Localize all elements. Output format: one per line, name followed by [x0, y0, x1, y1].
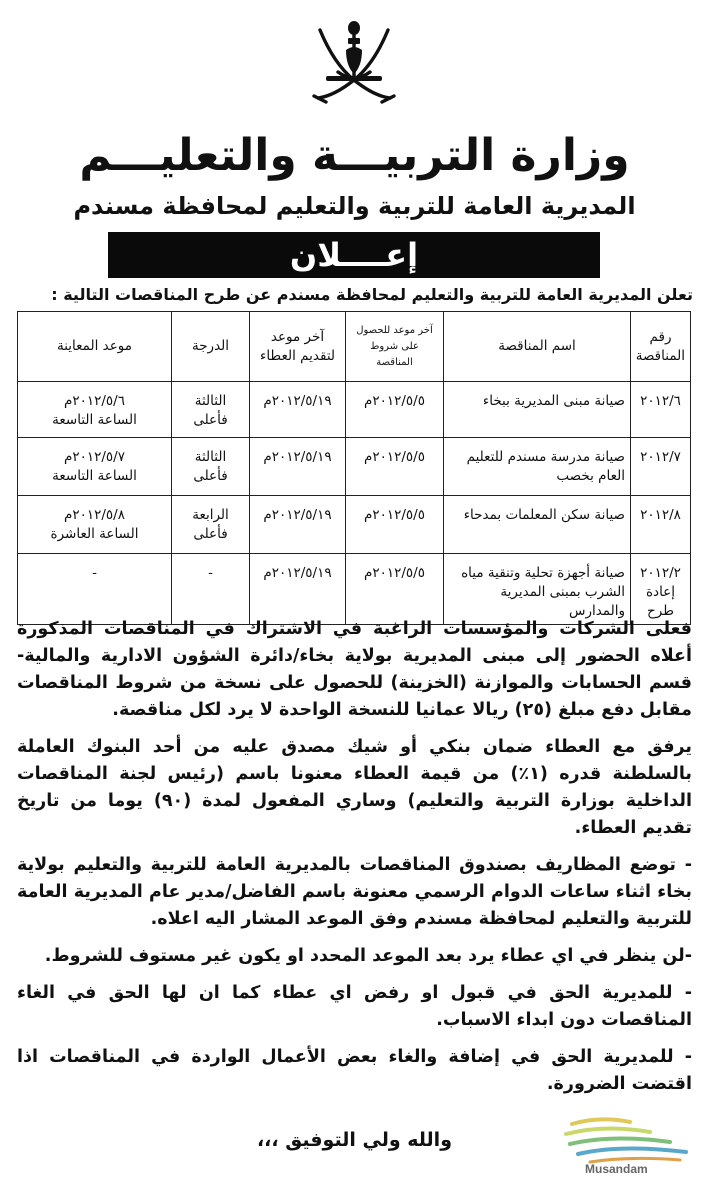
tender-last-bid: ٢٠١٢/٥/١٩م: [250, 438, 346, 496]
tender-grade: -: [172, 554, 250, 625]
tender-grade: الثالثة فأعلى: [172, 382, 250, 438]
paragraph-guarantee: يرفق مع العطاء ضمان بنكي أو شيك مصدق عليه من أحد البنوك العاملة بالسلطنة قدره (١٪) من قيمة العطاء معنونا باسم (رئيس لجنة المناقصات الداخلية بوزارة التربية والتعليم) وساري المفعول لمدة (٩٠) يوما من تاريخ تقديم العطاء.: [17, 737, 692, 838]
tender-inspection: -: [18, 554, 172, 625]
tender-last-docs: ٢٠١٢/٥/٥م: [346, 554, 444, 625]
directorate-subtitle: المديرية العامة للتربية والتعليم لمحافظة مسندم: [73, 192, 636, 220]
header-last-bid: آخر موعد لتقديم العطاء: [250, 312, 346, 382]
header-number: رقم المناقصة: [631, 312, 691, 382]
tender-last-docs: ٢٠١٢/٥/٥م: [346, 496, 444, 554]
tender-number: ٢٠١٢/٧: [631, 438, 691, 496]
table-row: [18, 382, 691, 438]
announcement-body: [17, 616, 692, 1108]
tender-inspection: ٢٠١٢/٥/٨م الساعة العاشرة: [18, 496, 172, 554]
tender-last-docs: ٢٠١٢/٥/٥م: [346, 438, 444, 496]
table-header-row: [18, 312, 691, 382]
tender-inspection: ٢٠١٢/٥/٧م الساعة التاسعة: [18, 438, 172, 496]
table-row: [18, 438, 691, 496]
intro-line: تعلن المديرية العامة للتربية والتعليم لمحافظة مسندم عن طرح المناقصات التالية :: [51, 285, 693, 304]
tender-last-docs: ٢٠١٢/٥/٥م: [346, 382, 444, 438]
tender-grade: الرابعة فأعلى: [172, 496, 250, 554]
tender-name: صيانة سكن المعلمات بمدحاء: [444, 496, 631, 554]
tender-last-bid: ٢٠١٢/٥/١٩م: [250, 554, 346, 625]
tender-number: ٢٠١٢/٢ إعادة طرح: [631, 554, 691, 625]
tender-number: ٢٠١٢/٨: [631, 496, 691, 554]
table-row: [18, 554, 691, 625]
paragraph-rights: - للمديرية الحق في قبول او رفض اي عطاء كما ان لها الحق في الغاء المناقصات دون ابداء الاسباب.: [17, 983, 692, 1030]
tender-name: صيانة أجهزة تحلية وتنقية مياه الشرب بمبنى المديرية والمدارس: [444, 554, 631, 625]
header-grade: الدرجة: [172, 312, 250, 382]
tender-number: ٢٠١٢/٦: [631, 382, 691, 438]
tender-name: صيانة مدرسة مسندم للتعليم العام بخصب: [444, 438, 631, 496]
tender-last-bid: ٢٠١٢/٥/١٩م: [250, 382, 346, 438]
national-emblem-icon: [304, 14, 404, 106]
paragraph-late-bids: -لن ينظر في اي عطاء يرد بعد الموعد المحدد او يكون غير مستوف للشروط.: [44, 946, 692, 966]
tender-inspection: ٢٠١٢/٥/٦م الساعة التاسعة: [18, 382, 172, 438]
tender-grade: الثالثة فأعلى: [172, 438, 250, 496]
ministry-title: وزارة التربيـــة والتعليـــم: [79, 130, 630, 181]
announcement-banner: إعــــلان: [108, 232, 600, 278]
paragraph-modifications: - للمديرية الحق في إضافة والغاء بعض الأعمال الواردة في المناقصات اذا اقتضت الضرورة.: [17, 1047, 692, 1094]
header-inspection: موعد المعاينة: [18, 312, 172, 382]
watermark-text: Musandam: [585, 1162, 648, 1176]
tender-last-bid: ٢٠١٢/٥/١٩م: [250, 496, 346, 554]
paragraph-attendance: فعلى الشركات والمؤسسات الراغبة في الاشتراك في المناقصات المذكورة أعلاه الحضور إلى مبنى المديرية بولاية بخاء/دائرة الشؤون الادارية والمالية- قسم الحسابات والموازنة (الخزينة) للحصول على نسخة من شروط المناقصات مقابل دفع مبلغ (٢٥) ريالا عمانيا للنسخة الواحدة لا يرد لكل مناقصة.: [17, 619, 692, 720]
tenders-table: [17, 311, 691, 625]
header-name: اسم المناقصة: [444, 312, 631, 382]
table-row: [18, 496, 691, 554]
closing-line: والله ولي التوفيق ،،،: [256, 1129, 453, 1151]
header-last-docs: آخر موعد للحصول على شروط المناقصة: [346, 312, 444, 382]
paragraph-envelopes: - توضع المظاريف بصندوق المناقصات بالمديرية العامة للتربية والتعليم بولاية بخاء اثناء ساعات الدوام الرسمي معنونة باسم الفاضل/مدير عام المديرية العامة للتربية والتعليم لمحافظة مسندم وفق الموعد المشار اليه اعلاه.: [17, 855, 692, 929]
tender-name: صيانة مبنى المديرية ببخاء: [444, 382, 631, 438]
